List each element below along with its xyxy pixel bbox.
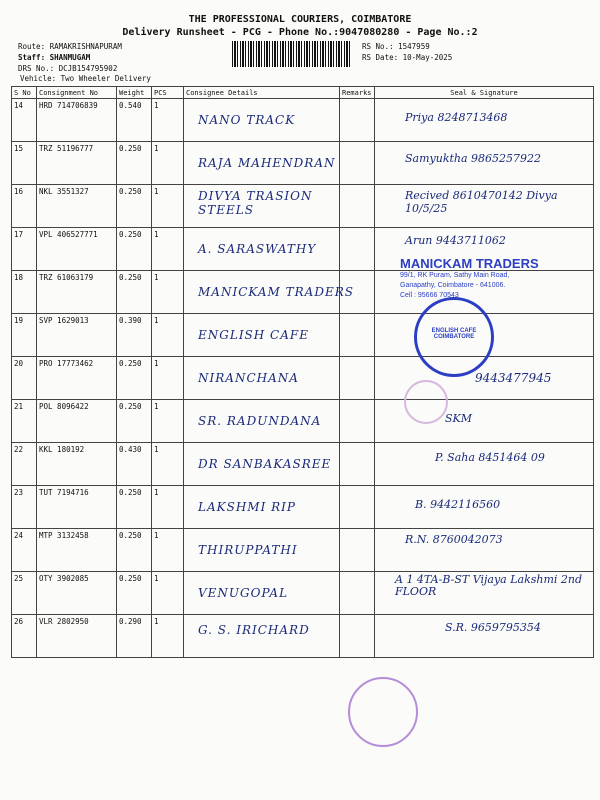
table-header-row bbox=[12, 87, 594, 99]
row-sno: 16 bbox=[12, 185, 37, 228]
col-consignment: Consignment No bbox=[37, 87, 117, 99]
row-sno: 14 bbox=[12, 99, 37, 142]
row-weight: 0.250 bbox=[117, 572, 152, 615]
row-consignment: TRZ 51196777 bbox=[37, 142, 117, 185]
row-consignment: PRO 17773462 bbox=[37, 357, 117, 400]
row-weight: 0.250 bbox=[117, 486, 152, 529]
row-signature-cell bbox=[375, 529, 594, 572]
row-sno: 26 bbox=[12, 615, 37, 658]
row-pcs: 1 bbox=[152, 529, 184, 572]
table-row bbox=[12, 486, 594, 529]
rs-number: RS No.: 1547959 bbox=[362, 42, 430, 51]
row-sno: 23 bbox=[12, 486, 37, 529]
row-weight: 0.390 bbox=[117, 314, 152, 357]
consignee-handwriting: VENUGOPAL bbox=[198, 586, 289, 600]
row-remarks bbox=[340, 228, 375, 271]
row-remarks bbox=[340, 314, 375, 357]
row-consignee-cell bbox=[184, 486, 340, 529]
handwritten-signature: Samyuktha 9865257922 bbox=[405, 152, 542, 165]
manickam-traders-stamp bbox=[400, 256, 570, 301]
table-row bbox=[12, 443, 594, 486]
row-pcs: 1 bbox=[152, 271, 184, 314]
row-consignee-cell bbox=[184, 185, 340, 228]
row-signature-cell bbox=[375, 99, 594, 142]
handwritten-signature: 9443477945 bbox=[475, 371, 552, 385]
row-consignment: MTP 3132458 bbox=[37, 529, 117, 572]
handwritten-signature: A 1 4TA-B-ST Vijaya Lakshmi 2nd FLOOR bbox=[395, 573, 583, 598]
row-consignment: VPL 406527771 bbox=[37, 228, 117, 271]
staff-label: Staff: SHANMUGAM bbox=[18, 53, 91, 62]
table-row bbox=[12, 314, 594, 357]
row-consignee-cell bbox=[184, 142, 340, 185]
drs-number: DRS No.: DCJB154795902 bbox=[18, 64, 118, 73]
table-row bbox=[12, 357, 594, 400]
row-consignment: NKL 3551327 bbox=[37, 185, 117, 228]
row-pcs: 1 bbox=[152, 314, 184, 357]
consignee-handwriting: LAKSHMI RIP bbox=[198, 500, 296, 514]
stamp-company-name: MANICKAM TRADERS bbox=[400, 256, 539, 271]
stamp-address-line: Ganapathy, Coimbatore - 641006. bbox=[400, 282, 506, 289]
table-row bbox=[12, 99, 594, 142]
row-pcs: 1 bbox=[152, 443, 184, 486]
handwritten-signature: P. Saha 8451464 09 bbox=[435, 451, 545, 464]
col-signature: Seal & Signature bbox=[375, 87, 594, 99]
consignee-handwriting: DR SANBAKASREE bbox=[198, 457, 332, 471]
row-consignment: KKL 180192 bbox=[37, 443, 117, 486]
col-consignee: Consignee Details bbox=[184, 87, 340, 99]
row-weight: 0.250 bbox=[117, 142, 152, 185]
row-weight: 0.250 bbox=[117, 529, 152, 572]
row-weight: 0.250 bbox=[117, 271, 152, 314]
row-sno: 19 bbox=[12, 314, 37, 357]
row-weight: 0.540 bbox=[117, 99, 152, 142]
row-sno: 20 bbox=[12, 357, 37, 400]
consignee-handwriting: A. SARASWATHY bbox=[198, 242, 317, 256]
row-sno: 18 bbox=[12, 271, 37, 314]
row-weight: 0.290 bbox=[117, 615, 152, 658]
table-row bbox=[12, 185, 594, 228]
row-weight: 0.250 bbox=[117, 400, 152, 443]
row-consignment: OTY 3902085 bbox=[37, 572, 117, 615]
consignee-handwriting: RAJA MAHENDRAN bbox=[198, 156, 336, 170]
rs-date: RS Date: 10-May-2025 bbox=[362, 53, 453, 62]
col-pcs: PCS bbox=[152, 87, 184, 99]
row-remarks bbox=[340, 615, 375, 658]
handwritten-signature: B. 9442116560 bbox=[415, 498, 501, 511]
consignee-handwriting: THIRUPPATHI bbox=[198, 543, 298, 557]
row-consignee-cell bbox=[184, 228, 340, 271]
faint-seal-mark bbox=[404, 380, 448, 424]
route-label: Route: RAMAKRISHNAPURAM bbox=[18, 42, 122, 51]
row-sno: 24 bbox=[12, 529, 37, 572]
row-consignment: VLR 2802950 bbox=[37, 615, 117, 658]
consignee-handwriting: NANO TRACK bbox=[198, 113, 296, 127]
row-consignee-cell bbox=[184, 357, 340, 400]
row-weight: 0.250 bbox=[117, 185, 152, 228]
row-pcs: 1 bbox=[152, 142, 184, 185]
stamp-address-line: 99/1, RK Puram, Sathy Main Road, bbox=[400, 272, 510, 279]
row-sno: 17 bbox=[12, 228, 37, 271]
consignee-handwriting: G. S. IRICHARD bbox=[198, 623, 310, 637]
row-consignment: HRD 714706839 bbox=[37, 99, 117, 142]
row-remarks bbox=[340, 572, 375, 615]
row-consignee-cell bbox=[184, 400, 340, 443]
row-consignee-cell bbox=[184, 314, 340, 357]
row-signature-cell bbox=[375, 142, 594, 185]
row-sno: 15 bbox=[12, 142, 37, 185]
row-remarks bbox=[340, 185, 375, 228]
consignee-handwriting: DIVYA TRASION STEELS bbox=[198, 189, 313, 217]
row-signature-cell bbox=[375, 185, 594, 228]
row-consignment: SVP 1629013 bbox=[37, 314, 117, 357]
row-pcs: 1 bbox=[152, 400, 184, 443]
consignee-handwriting: NIRANCHANA bbox=[198, 371, 299, 385]
row-sno: 25 bbox=[12, 572, 37, 615]
handwritten-signature: Recived 8610470142 Divya 10/5/25 bbox=[405, 189, 558, 215]
bottom-purple-seal bbox=[348, 677, 418, 747]
row-consignee-cell bbox=[184, 529, 340, 572]
row-signature-cell bbox=[375, 443, 594, 486]
row-sno: 21 bbox=[12, 400, 37, 443]
row-pcs: 1 bbox=[152, 615, 184, 658]
row-sno: 22 bbox=[12, 443, 37, 486]
row-weight: 0.250 bbox=[117, 357, 152, 400]
row-consignment: TUT 7194716 bbox=[37, 486, 117, 529]
row-remarks bbox=[340, 400, 375, 443]
row-remarks bbox=[340, 357, 375, 400]
row-remarks bbox=[340, 271, 375, 314]
row-pcs: 1 bbox=[152, 572, 184, 615]
row-remarks bbox=[340, 443, 375, 486]
runsheet-table bbox=[11, 86, 594, 658]
consignee-handwriting: SR. RADUNDANA bbox=[198, 414, 322, 428]
handwritten-signature: SKM bbox=[445, 412, 473, 425]
col-sno: S No bbox=[12, 87, 37, 99]
consignee-handwriting: MANICKAM TRADERS bbox=[198, 285, 354, 299]
row-consignee-cell bbox=[184, 443, 340, 486]
runsheet-title: Delivery Runsheet - PCG - Phone No.:9047080280 - Page No.:2 bbox=[122, 27, 478, 38]
row-pcs: 1 bbox=[152, 486, 184, 529]
row-pcs: 1 bbox=[152, 228, 184, 271]
row-remarks bbox=[340, 142, 375, 185]
table-row bbox=[12, 142, 594, 185]
table-row bbox=[12, 615, 594, 658]
row-consignee-cell bbox=[184, 572, 340, 615]
barcode bbox=[232, 41, 352, 67]
row-remarks bbox=[340, 486, 375, 529]
row-signature-cell bbox=[375, 486, 594, 529]
stamp-phone-line: Cell : 95666 70543 bbox=[400, 292, 459, 299]
row-consignee-cell bbox=[184, 271, 354, 314]
row-pcs: 1 bbox=[152, 357, 184, 400]
row-signature-cell bbox=[375, 572, 594, 615]
col-weight: Weight bbox=[117, 87, 152, 99]
round-seal-text: ENGLISH CAFE COIMBATORE bbox=[431, 328, 477, 340]
row-remarks bbox=[340, 99, 375, 142]
consignee-handwriting: ENGLISH CAFE bbox=[198, 328, 309, 342]
col-remarks: Remarks bbox=[340, 87, 375, 99]
row-consignee-cell bbox=[184, 99, 340, 142]
row-consignment: POL 8096422 bbox=[37, 400, 117, 443]
english-cafe-round-seal bbox=[414, 297, 494, 377]
vehicle-label: Vehicle: Two Wheeler Delivery bbox=[20, 74, 151, 83]
table-row bbox=[12, 400, 594, 443]
table-row bbox=[12, 572, 594, 615]
table-row bbox=[12, 529, 594, 572]
row-pcs: 1 bbox=[152, 185, 184, 228]
handwritten-signature: R.N. 8760042073 bbox=[405, 533, 503, 546]
row-signature-cell bbox=[375, 615, 594, 658]
row-weight: 0.430 bbox=[117, 443, 152, 486]
row-pcs: 1 bbox=[152, 99, 184, 142]
handwritten-signature: S.R. 9659795354 bbox=[445, 621, 541, 634]
row-consignment: TRZ 61063179 bbox=[37, 271, 117, 314]
row-weight: 0.250 bbox=[117, 228, 152, 271]
row-consignee-cell bbox=[184, 615, 340, 658]
company-name: THE PROFESSIONAL COURIERS, COIMBATORE bbox=[188, 14, 412, 25]
handwritten-signature: Priya 8248713468 bbox=[405, 111, 508, 124]
row-remarks bbox=[340, 529, 375, 572]
handwritten-signature: Arun 9443711062 bbox=[405, 234, 506, 247]
